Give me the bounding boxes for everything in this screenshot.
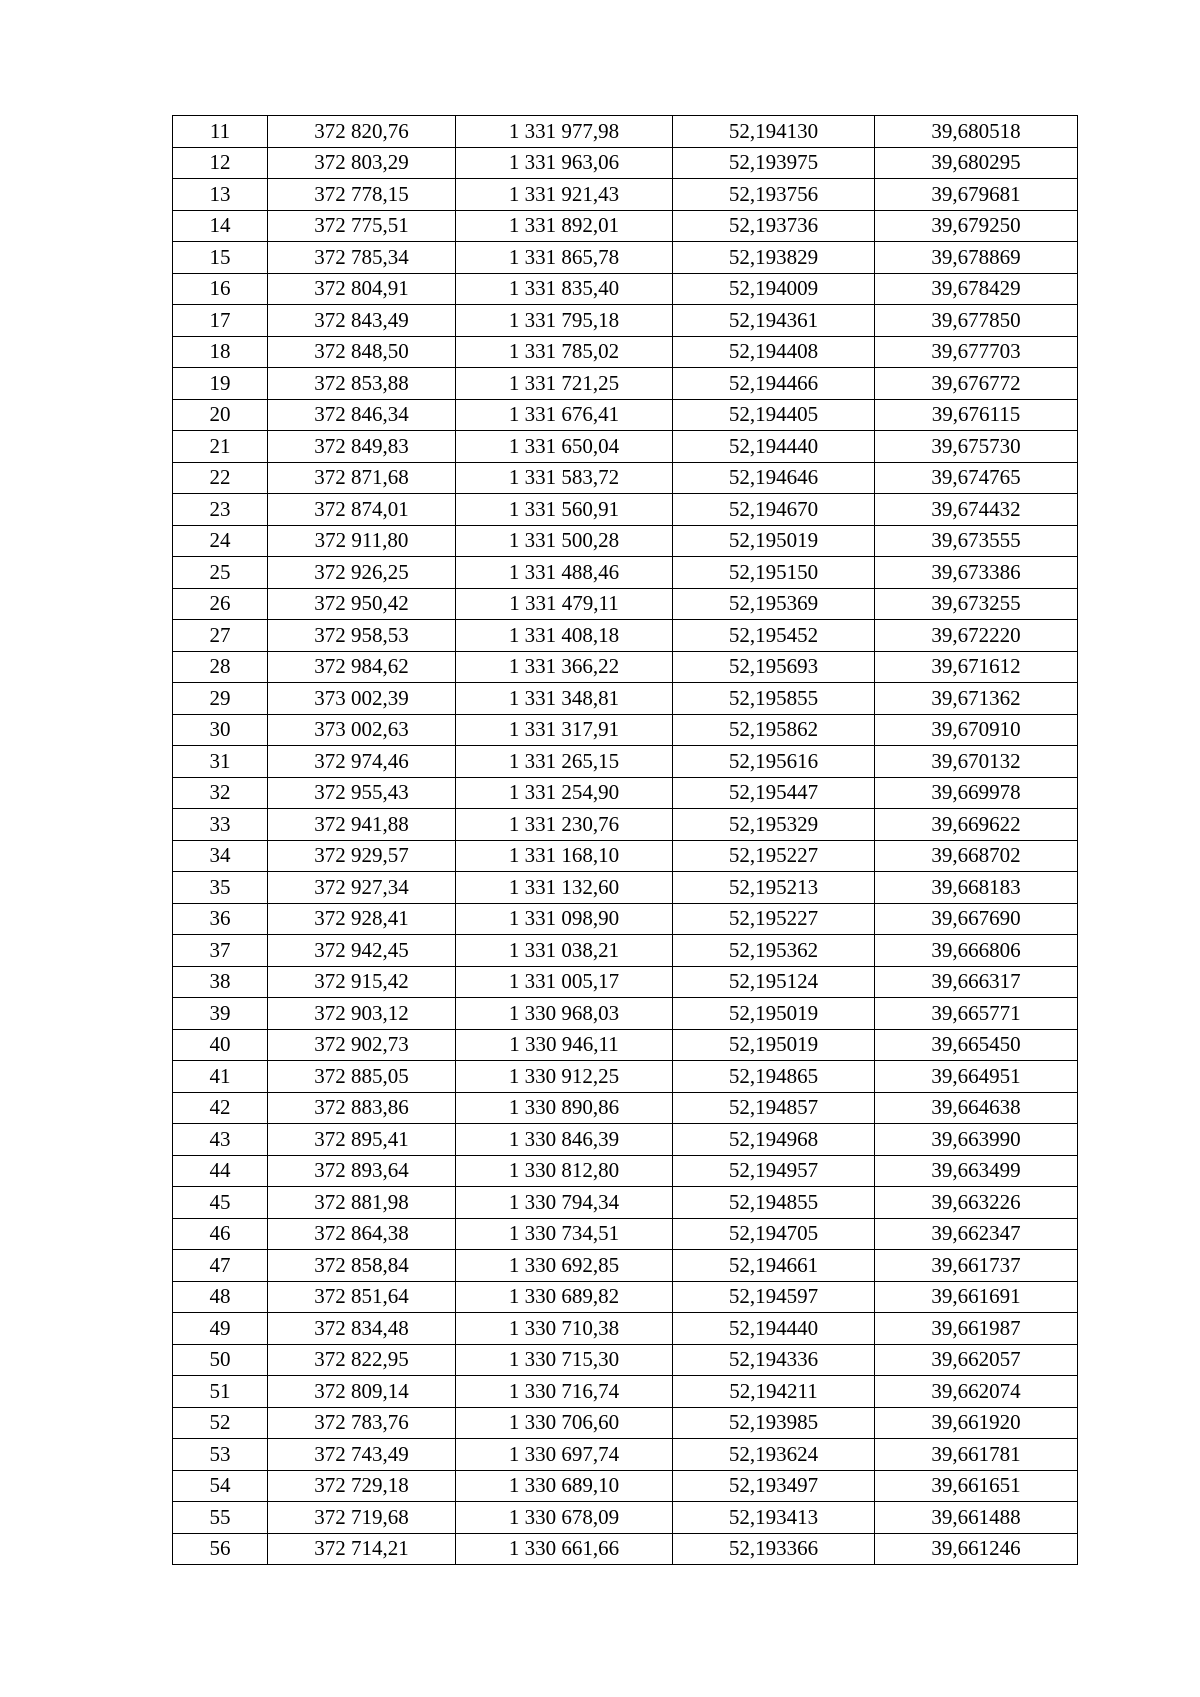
- latitude-cell: 52,195150: [673, 557, 875, 589]
- table-row: [173, 903, 1078, 935]
- y-coordinate-cell: 1 331 963,06: [456, 147, 673, 179]
- point-number-cell: 45: [173, 1187, 268, 1219]
- x-coordinate-cell: 372 915,42: [268, 966, 456, 998]
- y-coordinate-cell: 1 331 366,22: [456, 651, 673, 683]
- x-coordinate-cell: 372 778,15: [268, 179, 456, 211]
- x-coordinate-cell: 372 743,49: [268, 1439, 456, 1471]
- y-coordinate-cell: 1 331 676,41: [456, 399, 673, 431]
- longitude-cell: 39,662347: [875, 1218, 1078, 1250]
- x-coordinate-cell: 372 851,64: [268, 1281, 456, 1313]
- table-row: [173, 1124, 1078, 1156]
- longitude-cell: 39,668183: [875, 872, 1078, 904]
- y-coordinate-cell: 1 330 846,39: [456, 1124, 673, 1156]
- point-number-cell: 27: [173, 620, 268, 652]
- y-coordinate-cell: 1 331 317,91: [456, 714, 673, 746]
- table-row: [173, 1029, 1078, 1061]
- latitude-cell: 52,195447: [673, 777, 875, 809]
- y-coordinate-cell: 1 331 479,11: [456, 588, 673, 620]
- table-row: [173, 714, 1078, 746]
- latitude-cell: 52,194405: [673, 399, 875, 431]
- point-number-cell: 54: [173, 1470, 268, 1502]
- y-coordinate-cell: 1 330 812,80: [456, 1155, 673, 1187]
- point-number-cell: 43: [173, 1124, 268, 1156]
- longitude-cell: 39,674765: [875, 462, 1078, 494]
- y-coordinate-cell: 1 330 710,38: [456, 1313, 673, 1345]
- y-coordinate-cell: 1 331 785,02: [456, 336, 673, 368]
- table-row: [173, 1281, 1078, 1313]
- table-row: [173, 746, 1078, 778]
- longitude-cell: 39,671362: [875, 683, 1078, 715]
- longitude-cell: 39,678429: [875, 273, 1078, 305]
- x-coordinate-cell: 372 714,21: [268, 1533, 456, 1565]
- longitude-cell: 39,673386: [875, 557, 1078, 589]
- y-coordinate-cell: 1 330 715,30: [456, 1344, 673, 1376]
- table-row: [173, 399, 1078, 431]
- longitude-cell: 39,676115: [875, 399, 1078, 431]
- x-coordinate-cell: 372 929,57: [268, 840, 456, 872]
- latitude-cell: 52,194670: [673, 494, 875, 526]
- table-row: [173, 1061, 1078, 1093]
- latitude-cell: 52,195227: [673, 840, 875, 872]
- table-row: [173, 210, 1078, 242]
- y-coordinate-cell: 1 331 265,15: [456, 746, 673, 778]
- x-coordinate-cell: 372 822,95: [268, 1344, 456, 1376]
- latitude-cell: 52,193829: [673, 242, 875, 274]
- y-coordinate-cell: 1 331 500,28: [456, 525, 673, 557]
- x-coordinate-cell: 372 783,76: [268, 1407, 456, 1439]
- x-coordinate-cell: 372 834,48: [268, 1313, 456, 1345]
- point-number-cell: 11: [173, 116, 268, 148]
- latitude-cell: 52,193736: [673, 210, 875, 242]
- x-coordinate-cell: 372 883,86: [268, 1092, 456, 1124]
- y-coordinate-cell: 1 330 912,25: [456, 1061, 673, 1093]
- longitude-cell: 39,669978: [875, 777, 1078, 809]
- point-number-cell: 56: [173, 1533, 268, 1565]
- y-coordinate-cell: 1 331 408,18: [456, 620, 673, 652]
- point-number-cell: 37: [173, 935, 268, 967]
- latitude-cell: 52,194855: [673, 1187, 875, 1219]
- table-row: [173, 431, 1078, 463]
- y-coordinate-cell: 1 331 038,21: [456, 935, 673, 967]
- y-coordinate-cell: 1 330 946,11: [456, 1029, 673, 1061]
- y-coordinate-cell: 1 331 650,04: [456, 431, 673, 463]
- y-coordinate-cell: 1 331 795,18: [456, 305, 673, 337]
- x-coordinate-cell: 372 942,45: [268, 935, 456, 967]
- latitude-cell: 52,195855: [673, 683, 875, 715]
- x-coordinate-cell: 372 853,88: [268, 368, 456, 400]
- point-number-cell: 15: [173, 242, 268, 274]
- table-row: [173, 336, 1078, 368]
- y-coordinate-cell: 1 330 968,03: [456, 998, 673, 1030]
- table-row: [173, 651, 1078, 683]
- latitude-cell: 52,194408: [673, 336, 875, 368]
- table-row: [173, 242, 1078, 274]
- coordinates-table: [172, 115, 1078, 1565]
- table-row: [173, 1533, 1078, 1565]
- point-number-cell: 32: [173, 777, 268, 809]
- x-coordinate-cell: 372 820,76: [268, 116, 456, 148]
- y-coordinate-cell: 1 330 734,51: [456, 1218, 673, 1250]
- point-number-cell: 46: [173, 1218, 268, 1250]
- latitude-cell: 52,195452: [673, 620, 875, 652]
- longitude-cell: 39,666317: [875, 966, 1078, 998]
- y-coordinate-cell: 1 330 794,34: [456, 1187, 673, 1219]
- latitude-cell: 52,195329: [673, 809, 875, 841]
- longitude-cell: 39,663990: [875, 1124, 1078, 1156]
- x-coordinate-cell: 372 984,62: [268, 651, 456, 683]
- longitude-cell: 39,680518: [875, 116, 1078, 148]
- latitude-cell: 52,194661: [673, 1250, 875, 1282]
- latitude-cell: 52,194968: [673, 1124, 875, 1156]
- y-coordinate-cell: 1 331 488,46: [456, 557, 673, 589]
- point-number-cell: 35: [173, 872, 268, 904]
- x-coordinate-cell: 372 958,53: [268, 620, 456, 652]
- table-row: [173, 777, 1078, 809]
- longitude-cell: 39,667690: [875, 903, 1078, 935]
- longitude-cell: 39,670910: [875, 714, 1078, 746]
- longitude-cell: 39,665771: [875, 998, 1078, 1030]
- x-coordinate-cell: 372 902,73: [268, 1029, 456, 1061]
- longitude-cell: 39,673555: [875, 525, 1078, 557]
- x-coordinate-cell: 372 874,01: [268, 494, 456, 526]
- latitude-cell: 52,194336: [673, 1344, 875, 1376]
- latitude-cell: 52,195693: [673, 651, 875, 683]
- longitude-cell: 39,677850: [875, 305, 1078, 337]
- latitude-cell: 52,195213: [673, 872, 875, 904]
- table-row: [173, 872, 1078, 904]
- point-number-cell: 25: [173, 557, 268, 589]
- x-coordinate-cell: 372 928,41: [268, 903, 456, 935]
- table-row: [173, 809, 1078, 841]
- table-row: [173, 525, 1078, 557]
- latitude-cell: 52,195124: [673, 966, 875, 998]
- point-number-cell: 49: [173, 1313, 268, 1345]
- point-number-cell: 13: [173, 179, 268, 211]
- latitude-cell: 52,193985: [673, 1407, 875, 1439]
- point-number-cell: 12: [173, 147, 268, 179]
- point-number-cell: 50: [173, 1344, 268, 1376]
- point-number-cell: 19: [173, 368, 268, 400]
- latitude-cell: 52,194440: [673, 1313, 875, 1345]
- table-row: [173, 1187, 1078, 1219]
- longitude-cell: 39,678869: [875, 242, 1078, 274]
- x-coordinate-cell: 372 846,34: [268, 399, 456, 431]
- latitude-cell: 52,195369: [673, 588, 875, 620]
- table-row: [173, 1376, 1078, 1408]
- table-row: [173, 1502, 1078, 1534]
- longitude-cell: 39,668702: [875, 840, 1078, 872]
- latitude-cell: 52,195362: [673, 935, 875, 967]
- latitude-cell: 52,195019: [673, 998, 875, 1030]
- x-coordinate-cell: 372 809,14: [268, 1376, 456, 1408]
- longitude-cell: 39,661651: [875, 1470, 1078, 1502]
- point-number-cell: 20: [173, 399, 268, 431]
- table-row: [173, 683, 1078, 715]
- x-coordinate-cell: 372 955,43: [268, 777, 456, 809]
- longitude-cell: 39,677703: [875, 336, 1078, 368]
- point-number-cell: 16: [173, 273, 268, 305]
- x-coordinate-cell: 372 885,05: [268, 1061, 456, 1093]
- x-coordinate-cell: 372 858,84: [268, 1250, 456, 1282]
- longitude-cell: 39,665450: [875, 1029, 1078, 1061]
- table-row: [173, 1344, 1078, 1376]
- x-coordinate-cell: 372 843,49: [268, 305, 456, 337]
- latitude-cell: 52,193975: [673, 147, 875, 179]
- longitude-cell: 39,679681: [875, 179, 1078, 211]
- point-number-cell: 31: [173, 746, 268, 778]
- x-coordinate-cell: 372 881,98: [268, 1187, 456, 1219]
- y-coordinate-cell: 1 331 005,17: [456, 966, 673, 998]
- point-number-cell: 39: [173, 998, 268, 1030]
- longitude-cell: 39,664638: [875, 1092, 1078, 1124]
- point-number-cell: 14: [173, 210, 268, 242]
- table-row: [173, 305, 1078, 337]
- longitude-cell: 39,661691: [875, 1281, 1078, 1313]
- x-coordinate-cell: 372 926,25: [268, 557, 456, 589]
- x-coordinate-cell: 372 903,12: [268, 998, 456, 1030]
- table-row: [173, 179, 1078, 211]
- point-number-cell: 28: [173, 651, 268, 683]
- latitude-cell: 52,194211: [673, 1376, 875, 1408]
- x-coordinate-cell: 372 893,64: [268, 1155, 456, 1187]
- x-coordinate-cell: 372 950,42: [268, 588, 456, 620]
- table-row: [173, 935, 1078, 967]
- point-number-cell: 52: [173, 1407, 268, 1439]
- longitude-cell: 39,661737: [875, 1250, 1078, 1282]
- table-row: [173, 1155, 1078, 1187]
- point-number-cell: 33: [173, 809, 268, 841]
- point-number-cell: 23: [173, 494, 268, 526]
- x-coordinate-cell: 372 864,38: [268, 1218, 456, 1250]
- point-number-cell: 40: [173, 1029, 268, 1061]
- point-number-cell: 22: [173, 462, 268, 494]
- x-coordinate-cell: 373 002,39: [268, 683, 456, 715]
- y-coordinate-cell: 1 331 721,25: [456, 368, 673, 400]
- y-coordinate-cell: 1 331 560,91: [456, 494, 673, 526]
- y-coordinate-cell: 1 331 583,72: [456, 462, 673, 494]
- table-row: [173, 1407, 1078, 1439]
- point-number-cell: 44: [173, 1155, 268, 1187]
- latitude-cell: 52,194857: [673, 1092, 875, 1124]
- latitude-cell: 52,194361: [673, 305, 875, 337]
- table-row: [173, 1092, 1078, 1124]
- x-coordinate-cell: 372 803,29: [268, 147, 456, 179]
- longitude-cell: 39,671612: [875, 651, 1078, 683]
- latitude-cell: 52,194009: [673, 273, 875, 305]
- y-coordinate-cell: 1 331 348,81: [456, 683, 673, 715]
- x-coordinate-cell: 372 775,51: [268, 210, 456, 242]
- latitude-cell: 52,194646: [673, 462, 875, 494]
- longitude-cell: 39,662074: [875, 1376, 1078, 1408]
- x-coordinate-cell: 372 729,18: [268, 1470, 456, 1502]
- longitude-cell: 39,676772: [875, 368, 1078, 400]
- y-coordinate-cell: 1 330 890,86: [456, 1092, 673, 1124]
- table-row: [173, 116, 1078, 148]
- y-coordinate-cell: 1 331 132,60: [456, 872, 673, 904]
- coordinates-table-body: [173, 116, 1078, 1565]
- latitude-cell: 52,195616: [673, 746, 875, 778]
- y-coordinate-cell: 1 330 661,66: [456, 1533, 673, 1565]
- y-coordinate-cell: 1 331 254,90: [456, 777, 673, 809]
- table-row: [173, 1470, 1078, 1502]
- table-row: [173, 147, 1078, 179]
- longitude-cell: 39,675730: [875, 431, 1078, 463]
- y-coordinate-cell: 1 331 098,90: [456, 903, 673, 935]
- x-coordinate-cell: 373 002,63: [268, 714, 456, 746]
- x-coordinate-cell: 372 895,41: [268, 1124, 456, 1156]
- latitude-cell: 52,193413: [673, 1502, 875, 1534]
- y-coordinate-cell: 1 330 678,09: [456, 1502, 673, 1534]
- table-row: [173, 368, 1078, 400]
- longitude-cell: 39,663226: [875, 1187, 1078, 1219]
- point-number-cell: 51: [173, 1376, 268, 1408]
- longitude-cell: 39,662057: [875, 1344, 1078, 1376]
- latitude-cell: 52,195019: [673, 1029, 875, 1061]
- x-coordinate-cell: 372 804,91: [268, 273, 456, 305]
- y-coordinate-cell: 1 330 716,74: [456, 1376, 673, 1408]
- point-number-cell: 34: [173, 840, 268, 872]
- table-row: [173, 588, 1078, 620]
- point-number-cell: 41: [173, 1061, 268, 1093]
- table-row: [173, 1439, 1078, 1471]
- longitude-cell: 39,674432: [875, 494, 1078, 526]
- y-coordinate-cell: 1 331 168,10: [456, 840, 673, 872]
- x-coordinate-cell: 372 719,68: [268, 1502, 456, 1534]
- x-coordinate-cell: 372 849,83: [268, 431, 456, 463]
- latitude-cell: 52,194957: [673, 1155, 875, 1187]
- table-row: [173, 840, 1078, 872]
- x-coordinate-cell: 372 785,34: [268, 242, 456, 274]
- point-number-cell: 24: [173, 525, 268, 557]
- x-coordinate-cell: 372 941,88: [268, 809, 456, 841]
- point-number-cell: 26: [173, 588, 268, 620]
- latitude-cell: 52,193756: [673, 179, 875, 211]
- y-coordinate-cell: 1 331 230,76: [456, 809, 673, 841]
- latitude-cell: 52,195227: [673, 903, 875, 935]
- longitude-cell: 39,661987: [875, 1313, 1078, 1345]
- table-row: [173, 494, 1078, 526]
- point-number-cell: 38: [173, 966, 268, 998]
- longitude-cell: 39,661246: [875, 1533, 1078, 1565]
- table-row: [173, 966, 1078, 998]
- y-coordinate-cell: 1 331 835,40: [456, 273, 673, 305]
- x-coordinate-cell: 372 848,50: [268, 336, 456, 368]
- latitude-cell: 52,193624: [673, 1439, 875, 1471]
- longitude-cell: 39,661920: [875, 1407, 1078, 1439]
- y-coordinate-cell: 1 331 865,78: [456, 242, 673, 274]
- longitude-cell: 39,673255: [875, 588, 1078, 620]
- longitude-cell: 39,670132: [875, 746, 1078, 778]
- point-number-cell: 29: [173, 683, 268, 715]
- point-number-cell: 53: [173, 1439, 268, 1471]
- latitude-cell: 52,194130: [673, 116, 875, 148]
- point-number-cell: 18: [173, 336, 268, 368]
- point-number-cell: 42: [173, 1092, 268, 1124]
- point-number-cell: 21: [173, 431, 268, 463]
- table-row: [173, 557, 1078, 589]
- table-row: [173, 620, 1078, 652]
- latitude-cell: 52,193497: [673, 1470, 875, 1502]
- latitude-cell: 52,194466: [673, 368, 875, 400]
- x-coordinate-cell: 372 974,46: [268, 746, 456, 778]
- table-row: [173, 1218, 1078, 1250]
- point-number-cell: 36: [173, 903, 268, 935]
- longitude-cell: 39,666806: [875, 935, 1078, 967]
- x-coordinate-cell: 372 871,68: [268, 462, 456, 494]
- y-coordinate-cell: 1 331 892,01: [456, 210, 673, 242]
- x-coordinate-cell: 372 911,80: [268, 525, 456, 557]
- latitude-cell: 52,195862: [673, 714, 875, 746]
- longitude-cell: 39,672220: [875, 620, 1078, 652]
- y-coordinate-cell: 1 330 706,60: [456, 1407, 673, 1439]
- y-coordinate-cell: 1 331 977,98: [456, 116, 673, 148]
- point-number-cell: 47: [173, 1250, 268, 1282]
- table-row: [173, 1250, 1078, 1282]
- latitude-cell: 52,194705: [673, 1218, 875, 1250]
- table-row: [173, 1313, 1078, 1345]
- latitude-cell: 52,194865: [673, 1061, 875, 1093]
- point-number-cell: 30: [173, 714, 268, 746]
- table-row: [173, 273, 1078, 305]
- longitude-cell: 39,679250: [875, 210, 1078, 242]
- x-coordinate-cell: 372 927,34: [268, 872, 456, 904]
- longitude-cell: 39,680295: [875, 147, 1078, 179]
- longitude-cell: 39,664951: [875, 1061, 1078, 1093]
- y-coordinate-cell: 1 330 689,10: [456, 1470, 673, 1502]
- longitude-cell: 39,663499: [875, 1155, 1078, 1187]
- point-number-cell: 17: [173, 305, 268, 337]
- table-row: [173, 462, 1078, 494]
- y-coordinate-cell: 1 331 921,43: [456, 179, 673, 211]
- longitude-cell: 39,661781: [875, 1439, 1078, 1471]
- latitude-cell: 52,193366: [673, 1533, 875, 1565]
- y-coordinate-cell: 1 330 689,82: [456, 1281, 673, 1313]
- latitude-cell: 52,194440: [673, 431, 875, 463]
- longitude-cell: 39,669622: [875, 809, 1078, 841]
- y-coordinate-cell: 1 330 692,85: [456, 1250, 673, 1282]
- point-number-cell: 55: [173, 1502, 268, 1534]
- latitude-cell: 52,194597: [673, 1281, 875, 1313]
- point-number-cell: 48: [173, 1281, 268, 1313]
- y-coordinate-cell: 1 330 697,74: [456, 1439, 673, 1471]
- latitude-cell: 52,195019: [673, 525, 875, 557]
- longitude-cell: 39,661488: [875, 1502, 1078, 1534]
- table-row: [173, 998, 1078, 1030]
